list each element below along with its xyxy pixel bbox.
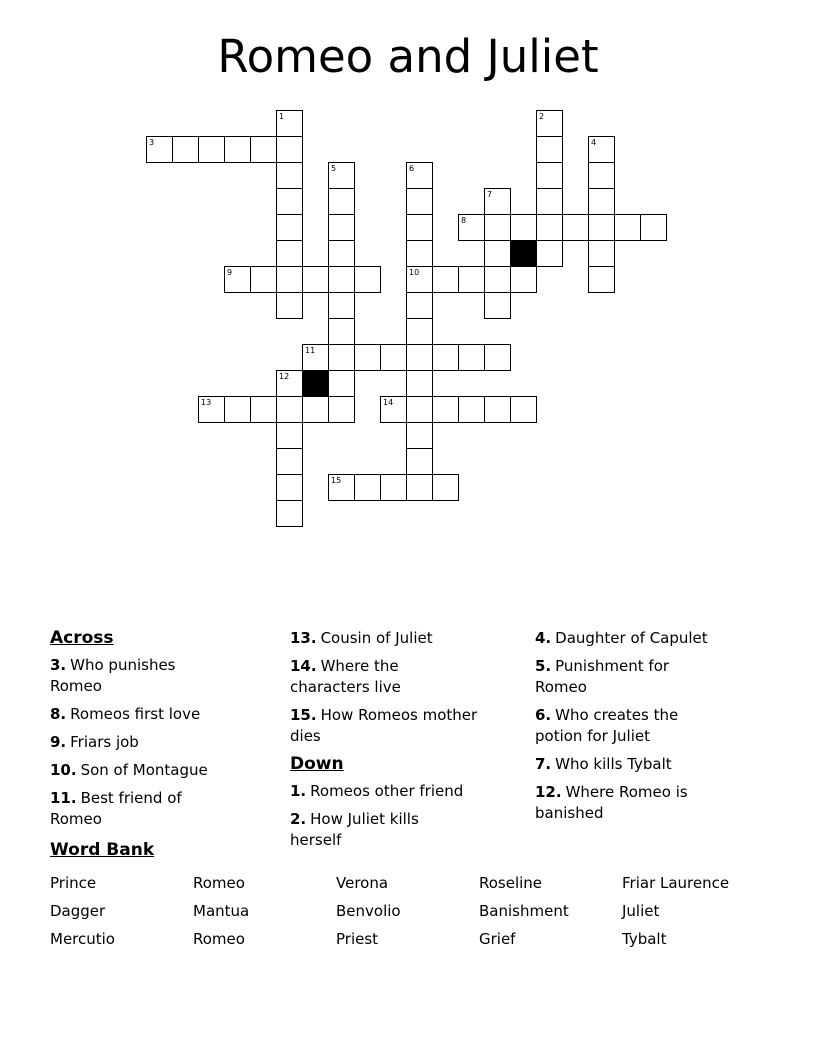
crossword-cell[interactable]	[432, 396, 459, 423]
crossword-cell[interactable]	[536, 188, 563, 215]
crossword-cell[interactable]	[406, 474, 433, 501]
clue-item	[290, 781, 535, 802]
clue-item	[290, 628, 535, 649]
crossword-cell[interactable]	[328, 318, 355, 345]
crossword-cell[interactable]	[406, 188, 433, 215]
crossword-cell[interactable]	[484, 188, 511, 215]
crossword-cell[interactable]	[224, 396, 251, 423]
down-heading: Down	[290, 754, 344, 774]
crossword-cell[interactable]	[406, 292, 433, 319]
cell-number: 1	[279, 112, 285, 121]
clue-text: 2. How Juliet kills	[290, 810, 419, 828]
crossword-cell[interactable]	[484, 240, 511, 267]
clue-item	[535, 754, 785, 775]
crossword-cell[interactable]	[510, 396, 537, 423]
clue-number: 3.	[50, 656, 67, 674]
crossword-cell[interactable]	[406, 240, 433, 267]
clue-item	[50, 704, 290, 725]
across-heading: Across	[50, 628, 114, 648]
clue-text: Romeo	[535, 678, 587, 696]
crossword-cell[interactable]	[276, 110, 303, 137]
crossword-cell[interactable]	[276, 500, 303, 527]
crossword-cell[interactable]	[406, 214, 433, 241]
clue-text: 12. Where Romeo is	[535, 783, 688, 801]
crossword-cell[interactable]	[406, 266, 433, 293]
crossword-cell[interactable]	[328, 344, 355, 371]
crossword-cell[interactable]	[406, 422, 433, 449]
cell-number: 13	[201, 398, 212, 407]
cell-number: 5	[331, 164, 337, 173]
crossword-cell[interactable]	[250, 396, 277, 423]
crossword-cell[interactable]	[354, 344, 381, 371]
crossword-cell[interactable]	[380, 344, 407, 371]
crossword-cell[interactable]	[328, 214, 355, 241]
crossword-cell[interactable]	[458, 344, 485, 371]
crossword-cell[interactable]	[276, 240, 303, 267]
crossword-cell[interactable]	[146, 136, 173, 163]
cell-number: 15	[331, 476, 342, 485]
word-bank-word: Tybalt	[622, 930, 667, 948]
crossword-cell[interactable]	[640, 214, 667, 241]
clue-column-across	[50, 628, 290, 858]
clue-text: 7. Who kills Tybalt	[535, 755, 672, 773]
crossword-cell[interactable]	[276, 266, 303, 293]
crossword-cell[interactable]	[276, 162, 303, 189]
crossword-cell[interactable]	[276, 292, 303, 319]
crossword-cell[interactable]	[198, 136, 225, 163]
clue-number: 14.	[290, 657, 317, 675]
crossword-cell[interactable]	[432, 266, 459, 293]
word-bank-word: Dagger	[50, 902, 106, 920]
clue-text: dies	[290, 727, 321, 745]
crossword-cell[interactable]	[250, 266, 277, 293]
cell-number: 12	[279, 372, 290, 381]
crossword-cell[interactable]	[380, 474, 407, 501]
clue-text: Romeo	[50, 677, 102, 695]
clue-text: Romeo	[50, 810, 102, 828]
crossword-cell[interactable]	[276, 136, 303, 163]
crossword-cell[interactable]	[302, 266, 329, 293]
clue-item	[535, 782, 785, 824]
crossword-cell[interactable]	[588, 136, 615, 163]
crossword-cell[interactable]	[328, 474, 355, 501]
word-bank-word: Romeo	[193, 930, 245, 948]
crossword-cell[interactable]	[276, 188, 303, 215]
crossword-cell[interactable]	[406, 162, 433, 189]
clue-text: 9. Friars job	[50, 733, 139, 751]
crossword-cell[interactable]	[328, 370, 355, 397]
crossword-cell[interactable]	[536, 214, 563, 241]
crossword-cell[interactable]	[458, 266, 485, 293]
cell-number: 9	[227, 268, 233, 277]
crossword-cell[interactable]	[380, 396, 407, 423]
crossword-cell[interactable]	[562, 214, 589, 241]
crossword-cell[interactable]	[588, 162, 615, 189]
crossword-cell[interactable]	[224, 136, 251, 163]
cell-number: 7	[487, 190, 493, 199]
crossword-cell[interactable]	[276, 396, 303, 423]
blocked-cell	[510, 240, 537, 267]
cell-number: 2	[539, 112, 545, 121]
clue-item	[290, 656, 535, 698]
clue-number: 13.	[290, 629, 317, 647]
clue-number: 2.	[290, 810, 307, 828]
clue-number: 7.	[535, 755, 552, 773]
word-bank-word: Romeo	[193, 874, 245, 892]
crossword-cell[interactable]	[588, 214, 615, 241]
word-bank-word: Roseline	[479, 874, 543, 892]
word-bank-heading: Word Bank	[50, 840, 155, 860]
clue-text: 14. Where the	[290, 657, 399, 675]
clue-number: 4.	[535, 629, 552, 647]
crossword-cell[interactable]	[588, 240, 615, 267]
clue-number: 11.	[50, 789, 77, 807]
crossword-cell[interactable]	[484, 344, 511, 371]
crossword-cell[interactable]	[328, 292, 355, 319]
crossword-cell[interactable]	[406, 370, 433, 397]
crossword-cell[interactable]	[432, 344, 459, 371]
clue-number: 12.	[535, 783, 562, 801]
crossword-cell[interactable]	[354, 474, 381, 501]
crossword-cell[interactable]	[302, 396, 329, 423]
clue-item	[50, 732, 290, 753]
clue-number: 8.	[50, 705, 67, 723]
crossword-cell[interactable]	[276, 448, 303, 475]
crossword-cell[interactable]	[172, 136, 199, 163]
crossword-cell[interactable]	[406, 396, 433, 423]
crossword-cell[interactable]	[432, 474, 459, 501]
clue-column-down	[535, 628, 785, 858]
crossword-cell[interactable]	[536, 162, 563, 189]
clue-text: characters live	[290, 678, 401, 696]
word-bank-word: Banishment	[479, 902, 569, 920]
clue-item	[535, 628, 785, 649]
crossword-cell[interactable]	[250, 136, 277, 163]
clue-number: 15.	[290, 706, 317, 724]
word-bank-word: Benvolio	[336, 902, 401, 920]
crossword-cell[interactable]	[328, 188, 355, 215]
clue-number: 1.	[290, 782, 307, 800]
crossword-cell[interactable]	[276, 474, 303, 501]
crossword-cell[interactable]	[484, 396, 511, 423]
crossword-cell[interactable]	[510, 266, 537, 293]
crossword-cell[interactable]	[328, 162, 355, 189]
crossword-grid	[146, 110, 668, 528]
crossword-cell[interactable]	[614, 214, 641, 241]
cell-number: 14	[383, 398, 394, 407]
crossword-cell[interactable]	[484, 266, 511, 293]
word-bank-word: Friar Laurence	[622, 874, 730, 892]
clue-number: 6.	[535, 706, 552, 724]
clue-column-middle	[290, 628, 535, 858]
clue-text: 3. Who punishes	[50, 656, 176, 674]
clue-text: 15. How Romeos mother	[290, 706, 478, 724]
cell-number: 8	[461, 216, 467, 225]
crossword-cell[interactable]	[510, 214, 537, 241]
crossword-cell[interactable]	[484, 214, 511, 241]
crossword-cell[interactable]	[276, 422, 303, 449]
word-bank-grid	[50, 873, 790, 957]
crossword-cell[interactable]	[328, 266, 355, 293]
clue-number: 10.	[50, 761, 77, 779]
crossword-cell[interactable]	[458, 214, 485, 241]
cell-number: 11	[305, 346, 316, 355]
clue-item	[50, 760, 290, 781]
crossword-cell[interactable]	[484, 292, 511, 319]
clue-text: 11. Best friend of	[50, 789, 182, 807]
word-bank-word: Prince	[50, 874, 97, 892]
crossword-cell[interactable]	[406, 448, 433, 475]
crossword-cell[interactable]	[302, 344, 329, 371]
cell-number: 10	[409, 268, 420, 277]
clue-number: 5.	[535, 657, 552, 675]
crossword-cell[interactable]	[328, 240, 355, 267]
clue-text: 10. Son of Montague	[50, 761, 208, 779]
clue-item	[535, 705, 785, 747]
clue-item	[50, 788, 290, 830]
clue-text: 4. Daughter of Capulet	[535, 629, 708, 647]
blocked-cell	[302, 370, 329, 397]
clue-text: banished	[535, 804, 604, 822]
word-bank-word: Mantua	[193, 902, 250, 920]
word-bank-word: Mercutio	[50, 930, 115, 948]
crossword-cell[interactable]	[536, 110, 563, 137]
crossword-cell[interactable]	[328, 396, 355, 423]
clue-text: 6. Who creates the	[535, 706, 679, 724]
puzzle-title: Romeo and Juliet	[217, 30, 599, 83]
clue-item	[50, 655, 290, 697]
crossword-cell[interactable]	[588, 188, 615, 215]
crossword-cell[interactable]	[224, 266, 251, 293]
clue-text: 8. Romeos first love	[50, 705, 201, 723]
crossword-cell[interactable]	[536, 136, 563, 163]
crossword-cell[interactable]	[276, 370, 303, 397]
clue-item	[535, 656, 785, 698]
crossword-cell[interactable]	[588, 266, 615, 293]
word-bank-word: Juliet	[622, 902, 660, 920]
clues-section	[50, 628, 790, 858]
cell-number: 6	[409, 164, 415, 173]
clue-text: potion for Juliet	[535, 727, 650, 745]
cell-number: 4	[591, 138, 597, 147]
word-bank-word: Grief	[479, 930, 516, 948]
crossword-cell[interactable]	[406, 318, 433, 345]
word-bank-word: Verona	[336, 874, 389, 892]
clue-number: 9.	[50, 733, 67, 751]
cell-number: 3	[149, 138, 155, 147]
word-bank-section	[50, 840, 790, 957]
crossword-cell[interactable]	[458, 396, 485, 423]
crossword-cell[interactable]	[276, 214, 303, 241]
crossword-cell[interactable]	[406, 344, 433, 371]
clue-item	[290, 705, 535, 747]
clue-text: herself	[290, 831, 342, 849]
clue-text: 13. Cousin of Juliet	[290, 629, 433, 647]
crossword-cell[interactable]	[198, 396, 225, 423]
crossword-cell[interactable]	[536, 240, 563, 267]
clue-text: 5. Punishment for	[535, 657, 670, 675]
word-bank-word: Priest	[336, 930, 379, 948]
crossword-cell[interactable]	[354, 266, 381, 293]
clue-text: 1. Romeos other friend	[290, 782, 464, 800]
